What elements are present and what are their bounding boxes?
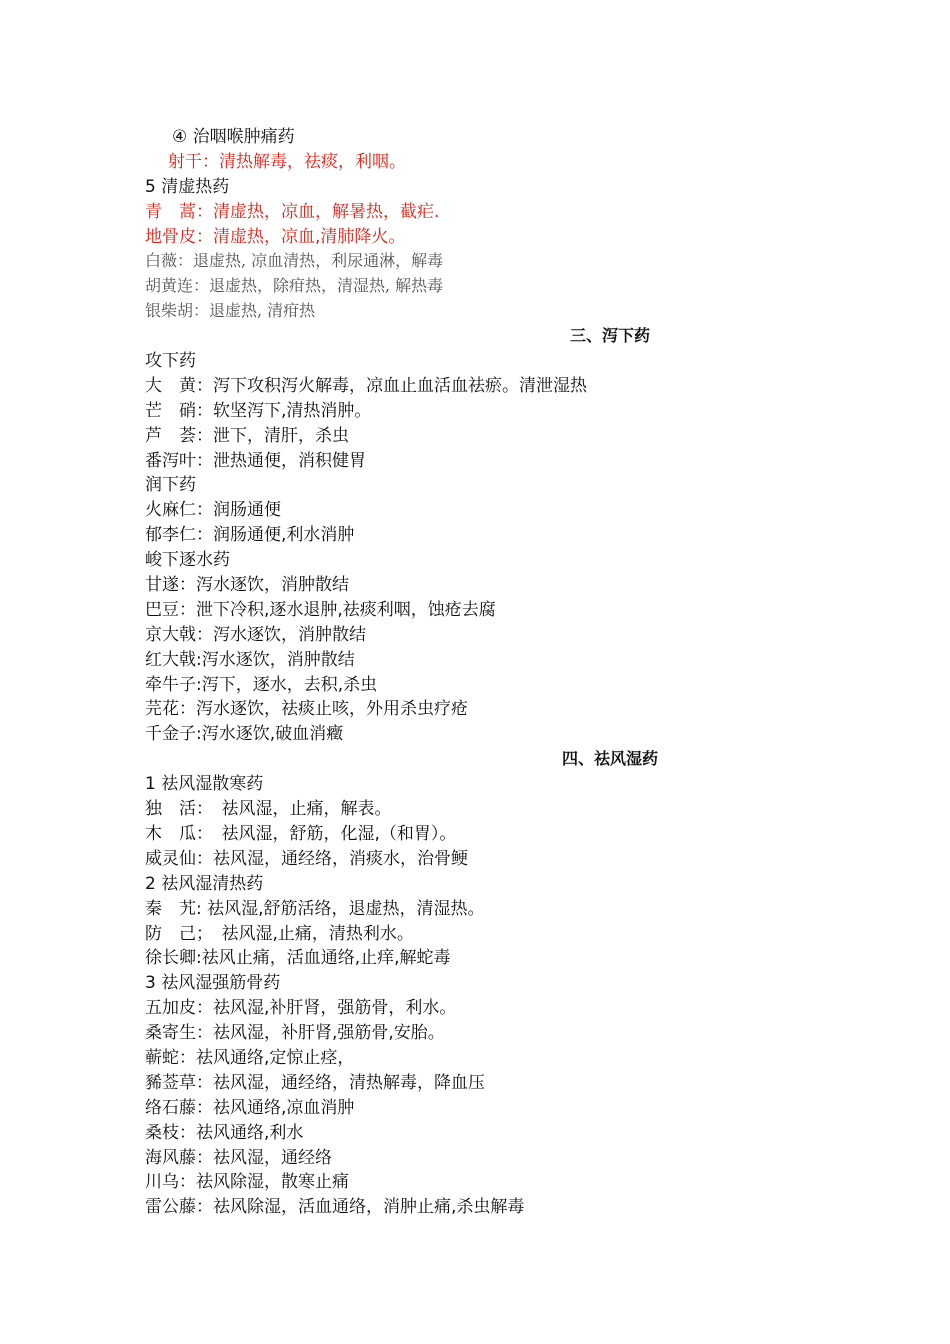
text-line: 芦 荟：泄下，清肝，杀虫	[145, 425, 349, 446]
text-line: 大 黄：泻下攻积泻火解毒，凉血止血活血祛瘀。清泄湿热	[145, 375, 587, 396]
text-line: 防 己； 祛风湿,止痛，清热利水。	[145, 923, 414, 944]
text-line: 番泻叶：泄热通便，消积健胃	[145, 450, 366, 471]
text-line: 火麻仁：润肠通便	[145, 500, 281, 521]
text-line: 5 清虚热药	[145, 176, 230, 197]
text-line: 雷公藤：祛风除湿，活血通络，消肿止痛,杀虫解毒	[145, 1197, 525, 1218]
text-line: 桑寄生：祛风湿，补肝肾,强筋骨,安胎。	[145, 1023, 445, 1044]
text-line: 京大戟：泻水逐饮，消肿散结	[145, 624, 366, 645]
text-line: 红大戟:泻水逐饮，消肿散结	[145, 649, 355, 670]
text-line: 郁李仁：润肠通便,利水消肿	[145, 525, 355, 546]
text-line: 地骨皮：清虚热，凉血,清肺降火。	[145, 226, 406, 247]
section-heading: 四、祛风湿药	[561, 749, 658, 769]
text-line: 巴豆：泄下冷积,逐水退肿,祛痰利咽，蚀疮去腐	[145, 599, 496, 620]
text-line: 木 瓜： 祛风湿，舒筋，化湿,（和胃）。	[145, 823, 457, 844]
text-line: 芒 硝：软坚泻下,清热消肿。	[145, 400, 372, 421]
text-line: 独 活： 祛风湿，止痛，解表。	[145, 799, 392, 820]
text-line: 蕲蛇：祛风通络,定惊止痉，	[145, 1047, 355, 1068]
text-line: 豨莶草：祛风湿，通经络，清热解毒，降血压	[145, 1072, 485, 1093]
text-line: ④ 治咽喉肿痛药	[172, 127, 295, 147]
text-line: 五加皮：祛风湿,补肝肾，强筋骨，利水。	[145, 998, 457, 1019]
text-line: 甘遂：泻水逐饮，消肿散结	[145, 575, 349, 596]
text-line: 胡黄连：退虚热，除疳热，清湿热, 解热毒	[145, 276, 444, 296]
text-line: 1 祛风湿散寒药	[145, 774, 264, 795]
text-line: 千金子:泻水逐饮,破血消癥	[145, 724, 344, 745]
text-line: 银柴胡：退虚热, 清疳热	[145, 301, 316, 321]
text-line: 攻下药	[145, 351, 196, 372]
document-body	[145, 125, 865, 1220]
text-line: 桑枝：祛风通络,利水	[145, 1122, 304, 1143]
text-line: 络石藤：祛风通络,凉血消肿	[145, 1097, 355, 1118]
text-line: 川乌：祛风除湿，散寒止痛	[145, 1172, 349, 1193]
text-line: 海风藤：祛风湿，通经络	[145, 1147, 332, 1168]
text-line: 青 蒿：清虚热，凉血，解暑热，截疟.	[145, 201, 440, 222]
text-line: 威灵仙：祛风湿，通经络，消痰水，治骨鲠	[145, 848, 468, 869]
text-line: 白薇：退虚热, 凉血清热，利尿通淋，解毒	[145, 251, 444, 271]
text-line: 芫花：泻水逐饮，祛痰止咳，外用杀虫疗疮	[145, 699, 468, 720]
text-line: 秦 艽: 祛风湿,舒筋活络，退虚热，清湿热。	[145, 898, 485, 919]
text-line: 2 祛风湿清热药	[145, 873, 264, 894]
text-line: 徐长卿:祛风止痛，活血通络,止痒,解蛇毒	[145, 948, 451, 969]
section-heading: 三、泻下药	[569, 326, 650, 346]
text-line: 射干：清热解毒，祛痰，利咽。	[168, 151, 406, 172]
text-line: 峻下逐水药	[145, 550, 230, 571]
text-line: 牵牛子:泻下，逐水，去积,杀虫	[145, 674, 378, 695]
text-line: 3 祛风湿强筋骨药	[145, 973, 281, 994]
text-line: 润下药	[145, 475, 196, 496]
